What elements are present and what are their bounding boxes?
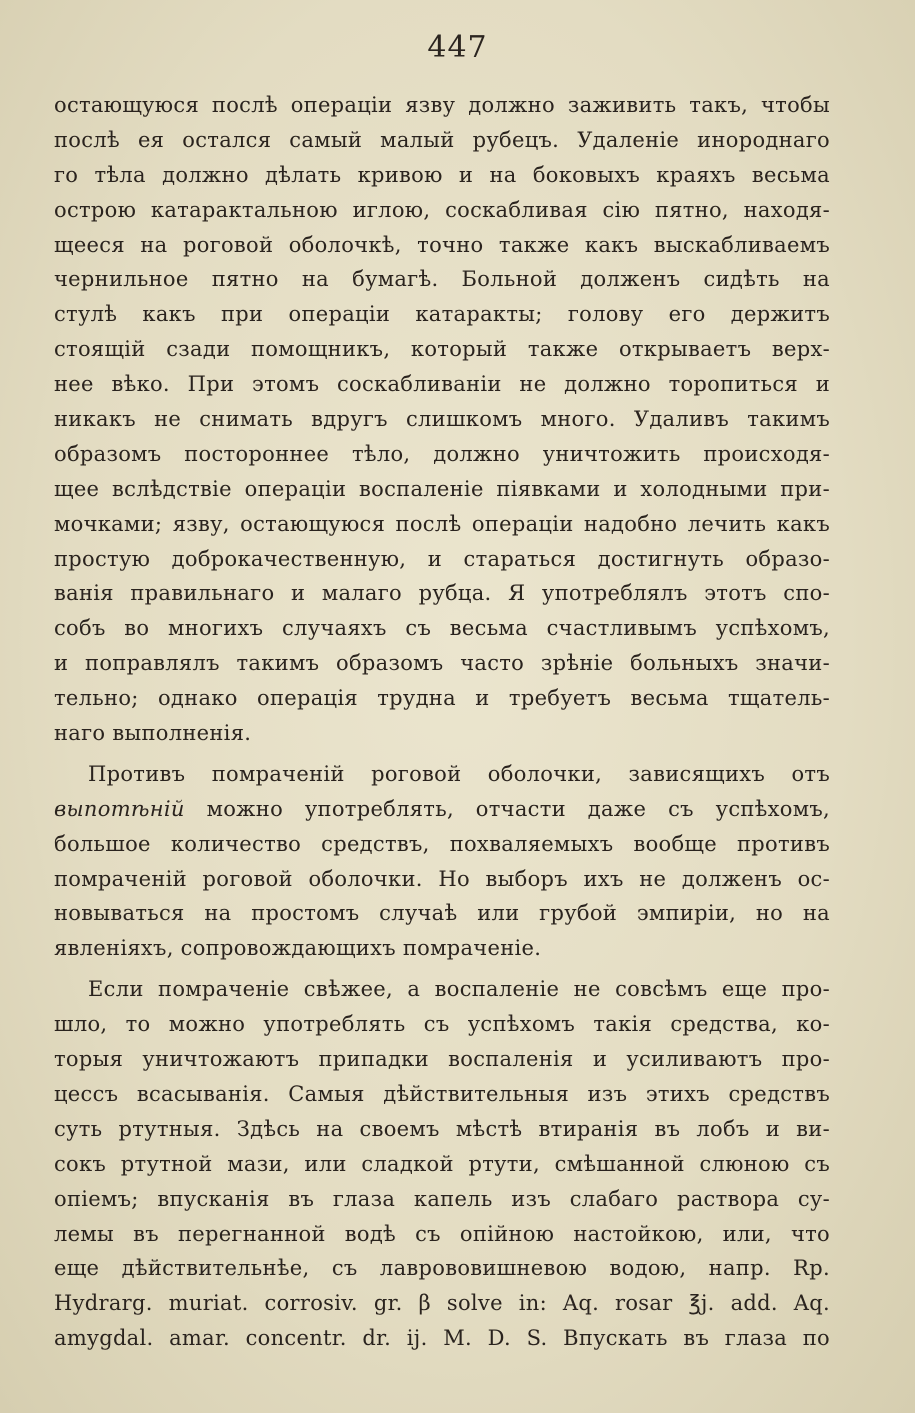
text-line: образомъ постороннее тѣло, должно уничтожить происходя- (54, 441, 830, 466)
text-line: Противъ помраченій роговой оболочки, зависящихъ отъ (88, 761, 830, 786)
text-line: помраченій роговой оболочки. Но выборъ ихъ не долженъ ос- (54, 866, 830, 891)
text-line: сокъ ртутной мази, или сладкой ртути, смѣшанной слюною съ (54, 1151, 830, 1176)
text-line: собъ во многихъ случаяхъ съ весьма счастливымъ успѣхомъ, (54, 616, 830, 641)
text-line: суть ртутныя. Здѣсь на своемъ мѣстѣ втиранія въ лобъ и ви- (54, 1116, 830, 1141)
text-line: щееся на роговой оболочкѣ, точно также какъ выскабливаемъ (54, 232, 830, 257)
text-line: никакъ не снимать вдругъ слишкомъ много. Удаливъ такимъ (54, 407, 830, 432)
text-line: amygdal. amar. concentr. dr. ij. M. D. S. Впускать въ глаза по (54, 1326, 830, 1351)
paragraph-1 (54, 88, 830, 751)
text-line: го тѣла должно дѣлать кривою и на боковыхъ краяхъ весьма (54, 162, 830, 187)
text-line: Если помраченіе свѣжее, а воспаленіе не совсѣмъ еще про- (88, 977, 830, 1002)
text-line: большое количество средствъ, похваляемыхъ вообще противъ (54, 831, 830, 856)
text-line: ванія правильнаго и малаго рубца. Я употреблялъ этотъ спо- (54, 581, 830, 606)
text-line: цессъ всасыванія. Самыя дѣйствительныя изъ этихъ средствъ (54, 1081, 830, 1106)
text-line: нее вѣко. При этомъ соскабливаніи не должно торопиться и (54, 372, 830, 397)
text-line: острою катарактальною иглою, соскабливая сію пятно, находя- (54, 197, 830, 222)
text-line-with-italic (54, 792, 830, 827)
text-line: стоящій сзади помощникъ, который также открываетъ верх- (54, 337, 830, 362)
paragraph-3 (54, 972, 830, 1356)
page-number: 447 (427, 30, 488, 65)
text-line: тельно; однако операція трудна и требуетъ весьма тщатель- (54, 686, 830, 711)
text-line: еще дѣйствительнѣе, съ лаврововишневою водою, напр. Rp. (54, 1256, 830, 1281)
text-line: лемы въ перегнанной водѣ съ опійною настойкою, или, что (54, 1221, 830, 1246)
body-text (54, 88, 830, 1356)
italic-term: выпотѣній (54, 796, 185, 821)
text-line: мочками; язву, остающуюся послѣ операціи надобно лечить какъ (54, 511, 830, 536)
text-line: шло, то можно употреблять съ успѣхомъ такія средства, ко- (54, 1012, 830, 1037)
text-line: и поправлялъ такимъ образомъ часто зрѣніе больныхъ значи- (54, 651, 830, 676)
text-line: стулѣ какъ при операціи катаракты; голову его держитъ (54, 302, 830, 327)
text-line: остающуюся послѣ операціи язву должно заживить такъ, чтобы (54, 93, 830, 117)
text-line: простую доброкачественную, и стараться достигнуть образо- (54, 546, 830, 571)
text-line: чернильное пятно на бумагѣ. Больной долженъ сидѣть на (54, 267, 830, 292)
text-line: наго выполненія. (54, 721, 252, 746)
text-line: Hydrarg. muriat. corrosiv. gr. β solve in: Aq. rosar ℥j. add. Aq. (54, 1291, 830, 1316)
text-line: новываться на простомъ случаѣ или грубой эмпиріи, но на (54, 901, 830, 926)
text-line: опіемъ; впусканія въ глаза капель изъ слабаго раствора су- (54, 1186, 830, 1211)
text-line: торыя уничтожаютъ припадки воспаленія и усиливаютъ про- (54, 1047, 830, 1072)
text-line: явленіяхъ, сопровождающихъ помраченіе. (54, 936, 542, 961)
text-line: послѣ ея остался самый малый рубецъ. Удаленіе инороднаго (54, 127, 830, 152)
text-line: щее вслѣдствіе операціи воспаленіе піявками и холодными при- (54, 476, 830, 501)
text-line-rest: можно употреблять, отчасти даже съ успѣхомъ, (184, 796, 830, 821)
paragraph-2 (54, 757, 830, 966)
